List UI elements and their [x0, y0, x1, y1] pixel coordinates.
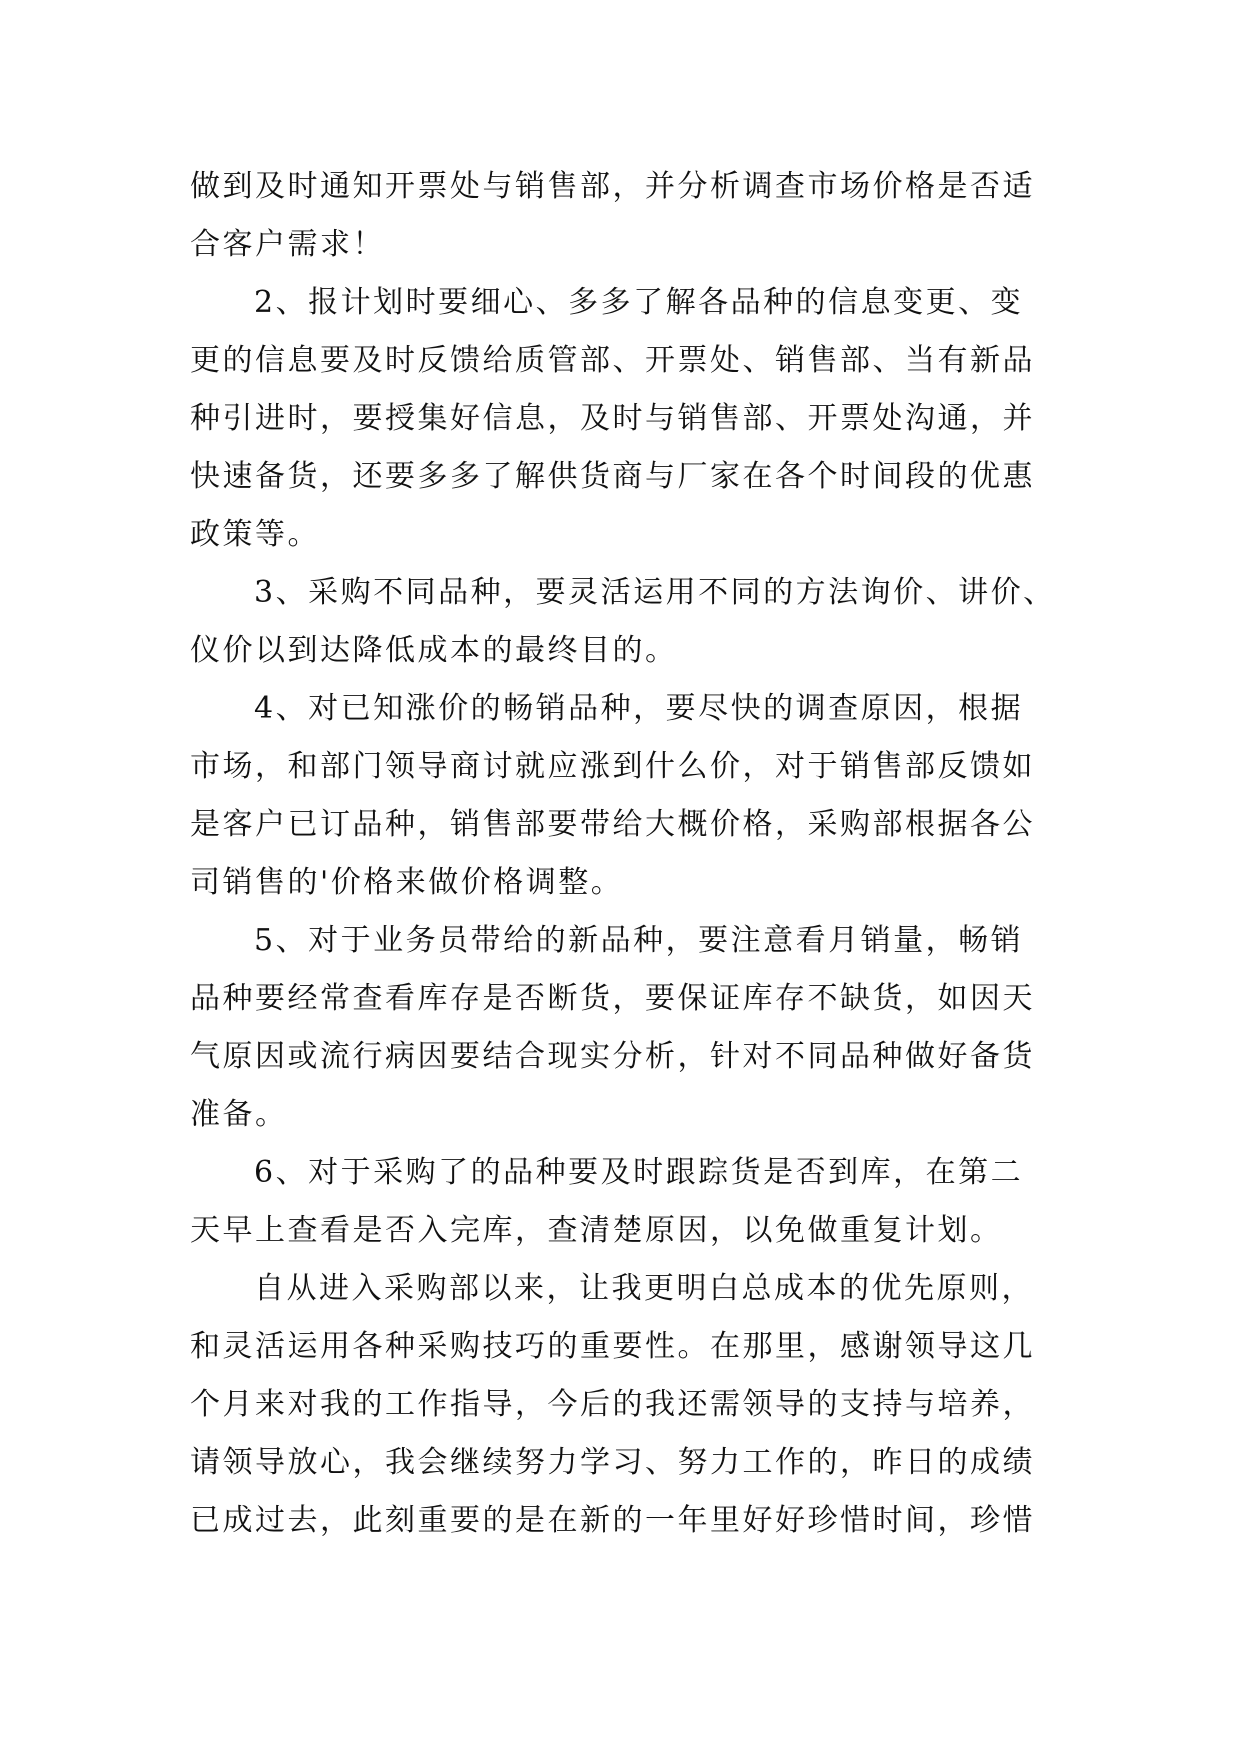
- text-line: 种引进时，要授集好信息，及时与销售部、开票处沟通，并: [190, 401, 1035, 436]
- text-line: 天早上查看是否入完库，查清楚原因，以免做重复计划。: [190, 1213, 1003, 1248]
- text-line: 政策等。: [190, 517, 320, 552]
- text-line: 2、报计划时要细心、多多了解各品种的信息变更、变: [254, 285, 1024, 320]
- text-line: 个月来对我的工作指导，今后的我还需领导的支持与培养，: [190, 1387, 1035, 1422]
- text-line: 司销售的'价格来做价格调整。: [190, 865, 624, 900]
- text-line: 合客户需求！: [190, 227, 385, 262]
- text-line: 请领导放心，我会继续努力学习、努力工作的，昨日的成绩: [190, 1445, 1035, 1480]
- text-line: 5、对于业务员带给的新品种，要注意看月销量，畅销: [254, 923, 1024, 958]
- text-line: 4、对已知涨价的畅销品种，要尽快的调查原因，根据: [254, 691, 1024, 726]
- text-line: 快速备货，还要多多了解供货商与厂家在各个时间段的优惠: [190, 459, 1035, 494]
- text-line: 3、采购不同品种，要灵活运用不同的方法询价、讲价、: [254, 575, 1056, 610]
- text-line: 和灵活运用各种采购技巧的重要性。在那里，感谢领导这几: [190, 1329, 1035, 1364]
- document-body: [190, 158, 1070, 1550]
- text-line: 品种要经常查看库存是否断货，要保证库存不缺货，如因天: [190, 981, 1035, 1016]
- text-line: 更的信息要及时反馈给质管部、开票处、销售部、当有新品: [190, 343, 1035, 378]
- text-line: 气原因或流行病因要结合现实分析，针对不同品种做好备货: [190, 1039, 1035, 1074]
- text-line: 自从进入采购部以来，让我更明白总成本的优先原则，: [254, 1271, 1034, 1306]
- text-line: 市场，和部门领导商讨就应涨到什么价，对于销售部反馈如: [190, 749, 1035, 784]
- text-line: 6、对于采购了的品种要及时跟踪货是否到库，在第二: [254, 1155, 1024, 1190]
- text-line: 仪价以到达降低成本的最终目的。: [190, 633, 678, 668]
- text-line: 是客户已订品种，销售部要带给大概价格，采购部根据各公: [190, 807, 1035, 842]
- text-line: 做到及时通知开票处与销售部，并分析调查市场价格是否适: [190, 169, 1035, 204]
- text-line: 已成过去，此刻重要的是在新的一年里好好珍惜时间，珍惜: [190, 1503, 1035, 1538]
- text-line: 准备。: [190, 1097, 288, 1132]
